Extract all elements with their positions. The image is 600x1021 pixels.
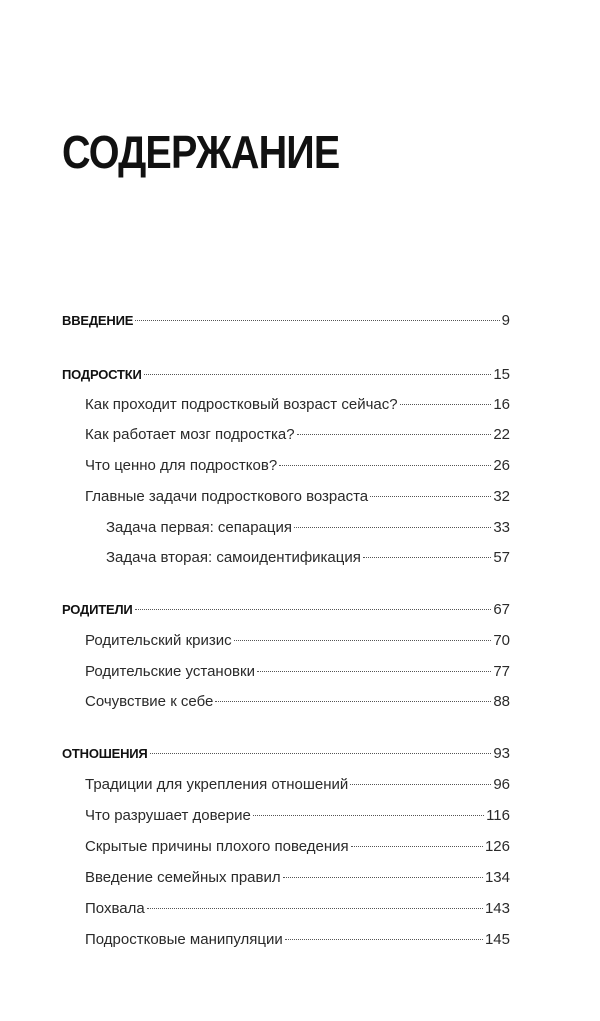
toc-entry[interactable] xyxy=(85,805,510,827)
toc-entry[interactable] xyxy=(85,630,510,652)
toc-entry-label: Подростковые манипуляции xyxy=(85,931,283,948)
toc-entry-label: Похвала xyxy=(85,900,145,917)
toc-entry-label: Что разрушает доверие xyxy=(85,807,251,824)
page-title: СОДЕРЖАНИЕ xyxy=(62,126,340,178)
toc-page-number: 15 xyxy=(493,366,510,383)
toc-page-number: 26 xyxy=(493,457,510,474)
toc-entry-label: Родительский кризис xyxy=(85,632,232,649)
dot-leader xyxy=(400,404,492,405)
toc-page-number: 16 xyxy=(493,396,510,413)
toc-entry-label: Сочувствие к себе xyxy=(85,693,214,710)
dot-leader xyxy=(279,465,491,466)
dot-leader xyxy=(351,846,483,847)
toc-page-number: 77 xyxy=(493,663,510,680)
dot-leader xyxy=(257,671,491,672)
dot-leader xyxy=(144,374,492,375)
toc-entry-introduction[interactable] xyxy=(62,310,510,332)
toc-entry-label: Как работает мозг подростка? xyxy=(85,426,295,443)
toc-entry-label: Как проходит подростковый возраст сейчас? xyxy=(85,396,398,413)
toc-page-number: 22 xyxy=(493,426,510,443)
dot-leader xyxy=(253,815,484,816)
dot-leader xyxy=(150,753,492,754)
toc-entry-label: Что ценно для подростков? xyxy=(85,457,278,474)
toc-page-number: 32 xyxy=(493,488,510,505)
toc-entry[interactable] xyxy=(85,929,510,951)
toc-page-number: 88 xyxy=(493,693,510,710)
toc-entry-label: Задача вторая: самоидентификация xyxy=(106,549,361,566)
dot-leader xyxy=(135,320,499,321)
toc-entry-teenagers[interactable] xyxy=(62,364,510,386)
toc-page-number: 96 xyxy=(493,776,510,793)
dot-leader xyxy=(297,434,492,435)
dot-leader xyxy=(350,784,491,785)
toc-entry[interactable] xyxy=(106,547,510,569)
toc-entry[interactable] xyxy=(85,455,510,477)
dot-leader xyxy=(294,527,491,528)
toc-page-number: 126 xyxy=(484,838,510,855)
dot-leader xyxy=(215,701,491,702)
toc-entry-label: ОТНОШЕНИЯ xyxy=(62,746,148,761)
toc-entry[interactable] xyxy=(85,394,510,416)
toc-entry[interactable] xyxy=(85,424,510,446)
toc-page-number: 9 xyxy=(501,312,510,329)
toc-page-number: 70 xyxy=(493,632,510,649)
toc-page-number: 116 xyxy=(486,807,510,824)
toc-entry-label: Традиции для укрепления отношений xyxy=(85,776,349,793)
toc-entry[interactable] xyxy=(85,661,510,683)
dot-leader xyxy=(370,496,491,497)
toc-entry[interactable] xyxy=(85,867,510,889)
toc-entry-label: РОДИТЕЛИ xyxy=(62,602,133,617)
toc-entry-label: Главные задачи подросткового возраста xyxy=(85,488,369,505)
toc-entry[interactable] xyxy=(85,691,510,713)
toc-entry-label: ВВЕДЕНИЕ xyxy=(62,313,134,328)
dot-leader xyxy=(234,640,492,641)
toc-page-number: 67 xyxy=(493,601,510,618)
toc-entry-label: Родительские установки xyxy=(85,663,255,680)
dot-leader xyxy=(135,609,492,610)
toc-entry-label: Введение семейных правил xyxy=(85,869,281,886)
toc-page-number: 33 xyxy=(493,519,510,536)
dot-leader xyxy=(283,877,483,878)
toc-entry-relationships[interactable] xyxy=(62,743,510,765)
toc-page-number: 143 xyxy=(484,900,510,917)
toc-entry-label: Скрытые причины плохого поведения xyxy=(85,838,349,855)
toc-entry[interactable] xyxy=(85,774,510,796)
toc-page-number: 57 xyxy=(493,549,510,566)
toc-entry-label: ПОДРОСТКИ xyxy=(62,367,142,382)
toc-entry[interactable] xyxy=(85,836,510,858)
toc-entry-label: Задача первая: сепарация xyxy=(106,519,292,536)
toc-entry[interactable] xyxy=(85,898,510,920)
toc-entry[interactable] xyxy=(106,517,510,539)
toc-page-number: 93 xyxy=(493,745,510,762)
toc-entry[interactable] xyxy=(85,486,510,508)
dot-leader xyxy=(363,557,491,558)
toc-entry-parents[interactable] xyxy=(62,599,510,621)
dot-leader xyxy=(147,908,483,909)
toc-page-number: 134 xyxy=(484,869,510,886)
toc-page-number: 145 xyxy=(484,931,510,948)
dot-leader xyxy=(285,939,483,940)
